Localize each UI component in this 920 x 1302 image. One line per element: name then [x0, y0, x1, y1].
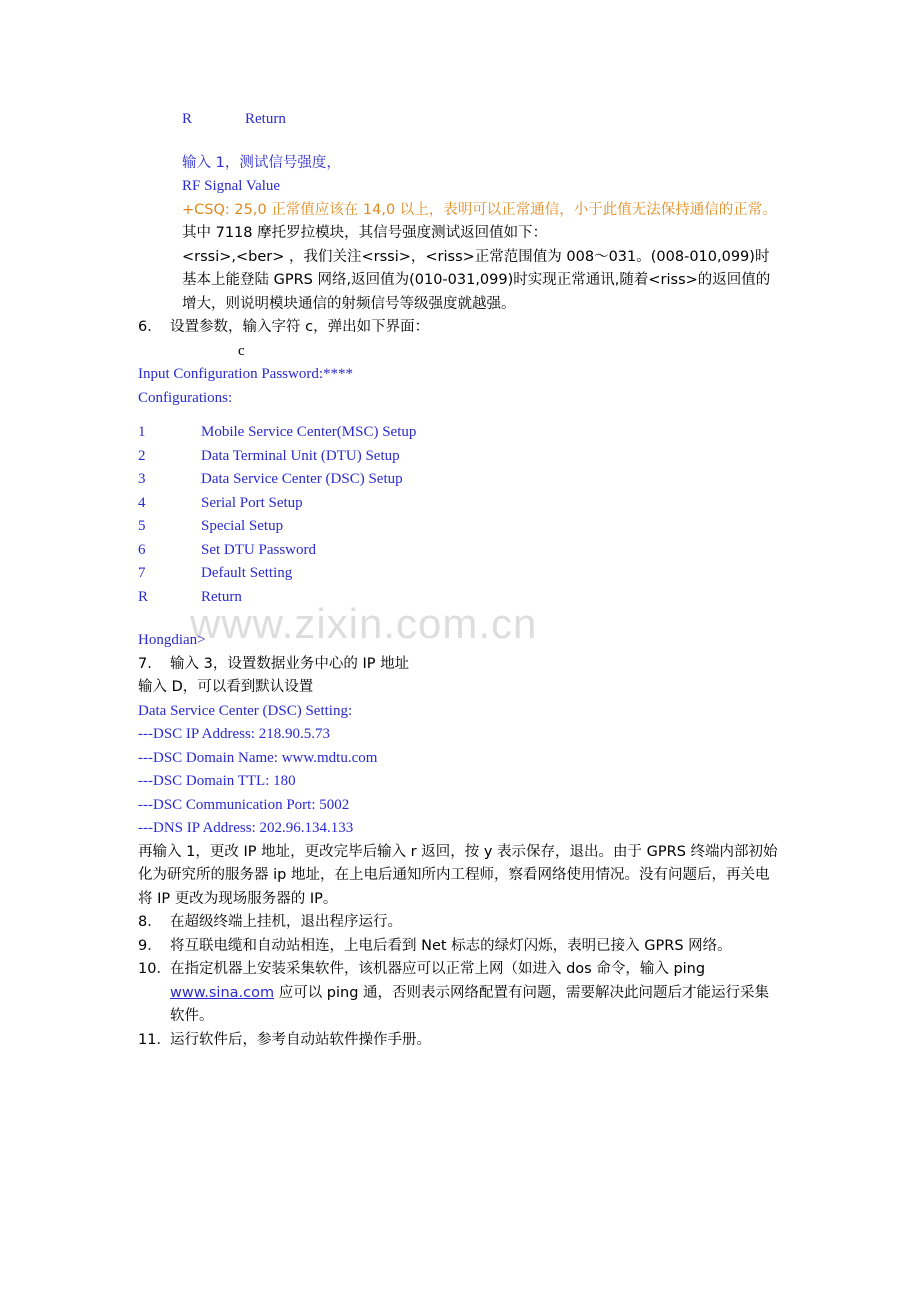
menu-label: Return [201, 588, 242, 605]
step-7-line-2: 输入 D，可以看到默认设置 [138, 679, 314, 695]
menu-label: Set DTU Password [201, 541, 316, 558]
dns-ip-address: ---DNS IP Address: 202.96.134.133 [138, 820, 354, 836]
menu-key: 1 [138, 424, 146, 440]
step-11-number: 11． [138, 1031, 171, 1048]
menu-item-serial-port-setup[interactable] [138, 492, 780, 516]
menu-item-default-setting[interactable] [138, 562, 780, 586]
signal-line-5: <rssi>,<ber> ，我们关注<rssi>，<riss>正常范围值为 008～031。(008-010,099)时基本上能登陆 GPRS 网络,返回值为(010-031,099)时实现正常通讯,随着<riss>的返回值的增大，则说明模块通信的射频信号等级强度就越强。 [182, 248, 771, 312]
menu-key: 6 [138, 541, 146, 558]
menu-label: Default Setting [201, 565, 293, 581]
step-9-text: 将互联电缆和自动站相连，上电后看到 Net 标志的绿灯闪烁，表明已接入 GPRS 网络。 [170, 937, 732, 954]
menu-label: Return [245, 111, 286, 127]
menu-item-msc-setup[interactable] [138, 421, 780, 445]
signal-line-3: +CSQ: 25,0 正常值应该在 14,0 以上，表明可以正常通信，小于此值无法保持通信的正常。 [182, 201, 777, 218]
step-8-text: 在超级终端上挂机，退出程序运行。 [170, 914, 402, 930]
watermark: www.zixin.com.cn [190, 600, 538, 647]
configurations-menu [138, 421, 780, 609]
menu-item-dsc-setup[interactable] [138, 468, 780, 492]
signal-line-4: 其中 7118 摩托罗拉模块，其信号强度测试返回值如下： [182, 225, 548, 241]
menu-key: R [182, 111, 193, 127]
menu-item-set-dtu-password[interactable] [138, 539, 780, 563]
step-6 [138, 316, 780, 340]
document-content [138, 108, 780, 1052]
step-10-number: 10． [138, 961, 171, 977]
dsc-setting-title: Data Service Center (DSC) Setting: [138, 702, 353, 719]
sina-link[interactable]: www.sina.com [170, 984, 275, 1001]
dsc-ip-address: ---DSC IP Address: 218.90.5.73 [138, 726, 330, 742]
dsc-communication-port: ---DSC Communication Port: 5002 [138, 796, 350, 813]
signal-line-1: 输入 1，测试信号强度， [182, 154, 341, 171]
step-10-text-before: 在指定机器上安装采集软件，该机器应可以正常上网（如进入 dos 命令，输入 ping [170, 961, 706, 977]
menu-key: 3 [138, 471, 146, 487]
menu-label: Serial Port Setup [201, 494, 303, 511]
step-7-after-text: 再输入 1，更改 IP 地址，更改完毕后输入 r 返回，按 y 表示保存，退出。由于 GPRS 终端内部初始化为研究所的服务器 ip 地址，在上电后通知所内工程师，察看网络使用情况。没有问题后，再关电将 IP 更改为现场服务器的 IP。 [138, 843, 778, 907]
menu-label: Data Service Center (DSC) Setup [201, 471, 403, 487]
step-6-input-char: c [238, 342, 245, 359]
step-10 [138, 958, 780, 1029]
menu-label: Data Terminal Unit (DTU) Setup [201, 447, 400, 464]
step-7-number: 7． [138, 655, 162, 672]
step-7-text: 输入 3，设置数据业务中心的 IP 地址 [170, 655, 410, 672]
dsc-domain-ttl: ---DSC Domain TTL: 180 [138, 773, 296, 789]
terminal-prompt-hongdian: Hongdian> [138, 632, 206, 648]
step-7 [138, 653, 780, 677]
step-11 [138, 1029, 780, 1053]
menu-row-return-top [182, 108, 780, 132]
menu-key: R [138, 588, 149, 605]
signal-line-2: RF Signal Value [182, 178, 281, 194]
step-9-number: 9． [138, 937, 162, 954]
menu-key: 7 [138, 565, 146, 581]
configurations-label: Configurations: [138, 389, 233, 406]
step-6-number: 6． [138, 319, 162, 335]
menu-item-dtu-setup[interactable] [138, 445, 780, 469]
step-9 [138, 935, 780, 959]
step-8 [138, 911, 780, 935]
step-10-text [170, 958, 780, 1029]
step-10-text-after: 应可以 ping 通，否则表示网络配置有问题，需要解决此问题后才能运行采集软件。 [170, 984, 770, 1024]
menu-item-return[interactable] [138, 586, 780, 610]
menu-label: Mobile Service Center(MSC) Setup [201, 424, 417, 440]
menu-key: 2 [138, 447, 146, 464]
step-6-text: 设置参数，输入字符 c，弹出如下界面： [170, 319, 430, 335]
menu-item-special-setup[interactable] [138, 515, 780, 539]
step-8-number: 8． [138, 914, 162, 930]
input-configuration-prompt: Input Configuration Password:**** [138, 366, 353, 382]
step-11-text: 运行软件后，参考自动站软件操作手册。 [170, 1031, 431, 1048]
menu-key: 4 [138, 494, 146, 511]
dsc-domain-name: ---DSC Domain Name: www.mdtu.com [138, 749, 378, 766]
menu-label: Special Setup [201, 518, 284, 534]
menu-key: 5 [138, 518, 146, 534]
